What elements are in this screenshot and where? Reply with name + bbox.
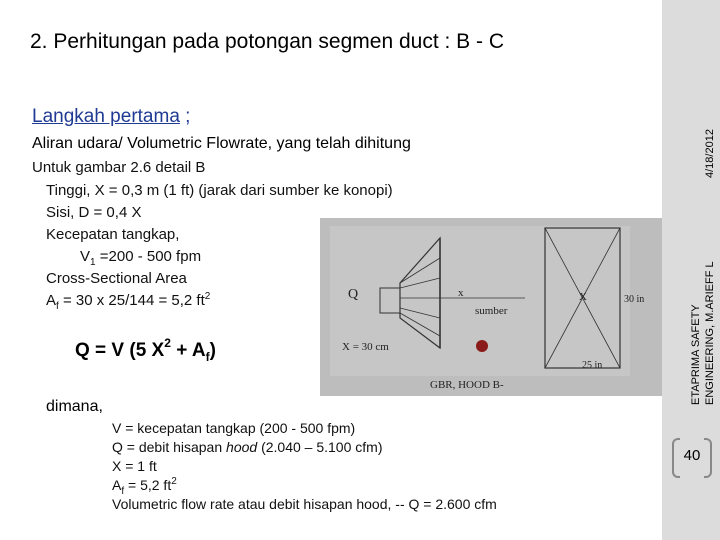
- definition-x: X = 1 ft: [112, 458, 157, 474]
- definition-v: V = kecepatan tangkap (200 - 500 fpm): [112, 420, 356, 436]
- body-line-kecepatan: Kecepatan tangkap,: [46, 226, 180, 243]
- body-line-cross-sectional: Cross-Sectional Area: [46, 270, 187, 287]
- definition-af-b: = 5,2 ft: [124, 477, 172, 493]
- label-box-x: X: [579, 291, 587, 303]
- definition-q-italic: hood: [226, 439, 258, 455]
- sidebar-date: 4/18/2012: [704, 129, 716, 178]
- sidebar-author-line1: ETAPRIMA SAFETY: [690, 304, 702, 405]
- definition-q-a: Q = debit hisapan: [112, 439, 227, 455]
- formula-superscript: 2: [164, 336, 171, 350]
- label-30in: 30 in: [624, 294, 645, 305]
- body-line-sisi: Sisi, D = 0,4 X: [46, 204, 142, 221]
- area-subscript: f: [56, 301, 59, 312]
- figure-caption: GBR, HOOD B-: [430, 379, 504, 391]
- definition-af: [112, 476, 177, 497]
- label-x: x: [458, 287, 464, 299]
- formula-subscript: f: [205, 350, 210, 364]
- definition-af-a: A: [112, 477, 122, 493]
- flowrate-subheading: Aliran udara/ Volumetric Flowrate, yang telah dihitung: [32, 135, 411, 152]
- v1-symbol: V: [80, 248, 91, 265]
- formula-part-c: ): [209, 340, 216, 361]
- source-dot: [476, 340, 488, 352]
- area-symbol: A: [46, 292, 57, 309]
- formula-part-b: + A: [170, 340, 206, 361]
- dimana-label: dimana,: [46, 398, 103, 415]
- body-line-v1: [80, 248, 202, 268]
- definition-q-b: (2.040 – 5.100 cfm): [257, 439, 383, 455]
- definition-af-sup: 2: [171, 476, 177, 487]
- sidebar-author-line2: ENGINEERING, M.ARIEFF L: [704, 261, 716, 405]
- formula-part-a: Q = V (5 X: [75, 340, 165, 361]
- label-25in: 25 in: [582, 360, 603, 371]
- step-heading: [32, 106, 190, 128]
- body-line-tinggi: Tinggi, X = 0,3 m (1 ft) (jarak dari sumber ke konopi): [46, 182, 393, 199]
- flow-formula: [75, 336, 216, 364]
- slide-title: 2. Perhitungan pada potongan segmen duct : B - C: [30, 30, 504, 53]
- body-line-gambar: Untuk gambar 2.6 detail B: [32, 159, 206, 176]
- area-superscript: 2: [204, 291, 211, 302]
- label-sumber: sumber: [475, 305, 508, 317]
- v1-subscript: 1: [90, 257, 96, 268]
- label-q: Q: [348, 287, 359, 302]
- definition-af-sub: f: [121, 486, 125, 497]
- v1-value: =200 - 500 fpm: [95, 248, 202, 265]
- label-x-cm: X = 30 cm: [342, 341, 389, 353]
- area-value: = 30 x 25/144 = 5,2 ft: [58, 292, 205, 309]
- hood-figure: [320, 218, 662, 396]
- step-heading-main: Langkah pertama: [32, 106, 180, 127]
- body-line-area: [46, 291, 211, 312]
- definition-q: [112, 439, 382, 455]
- step-heading-suffix: ;: [179, 106, 191, 127]
- definition-flowrate: Volumetric flow rate atau debit hisapan hood, -- Q = 2.600 cfm: [112, 496, 497, 512]
- page-number: 40: [672, 438, 712, 474]
- hood-diagram: [320, 218, 662, 396]
